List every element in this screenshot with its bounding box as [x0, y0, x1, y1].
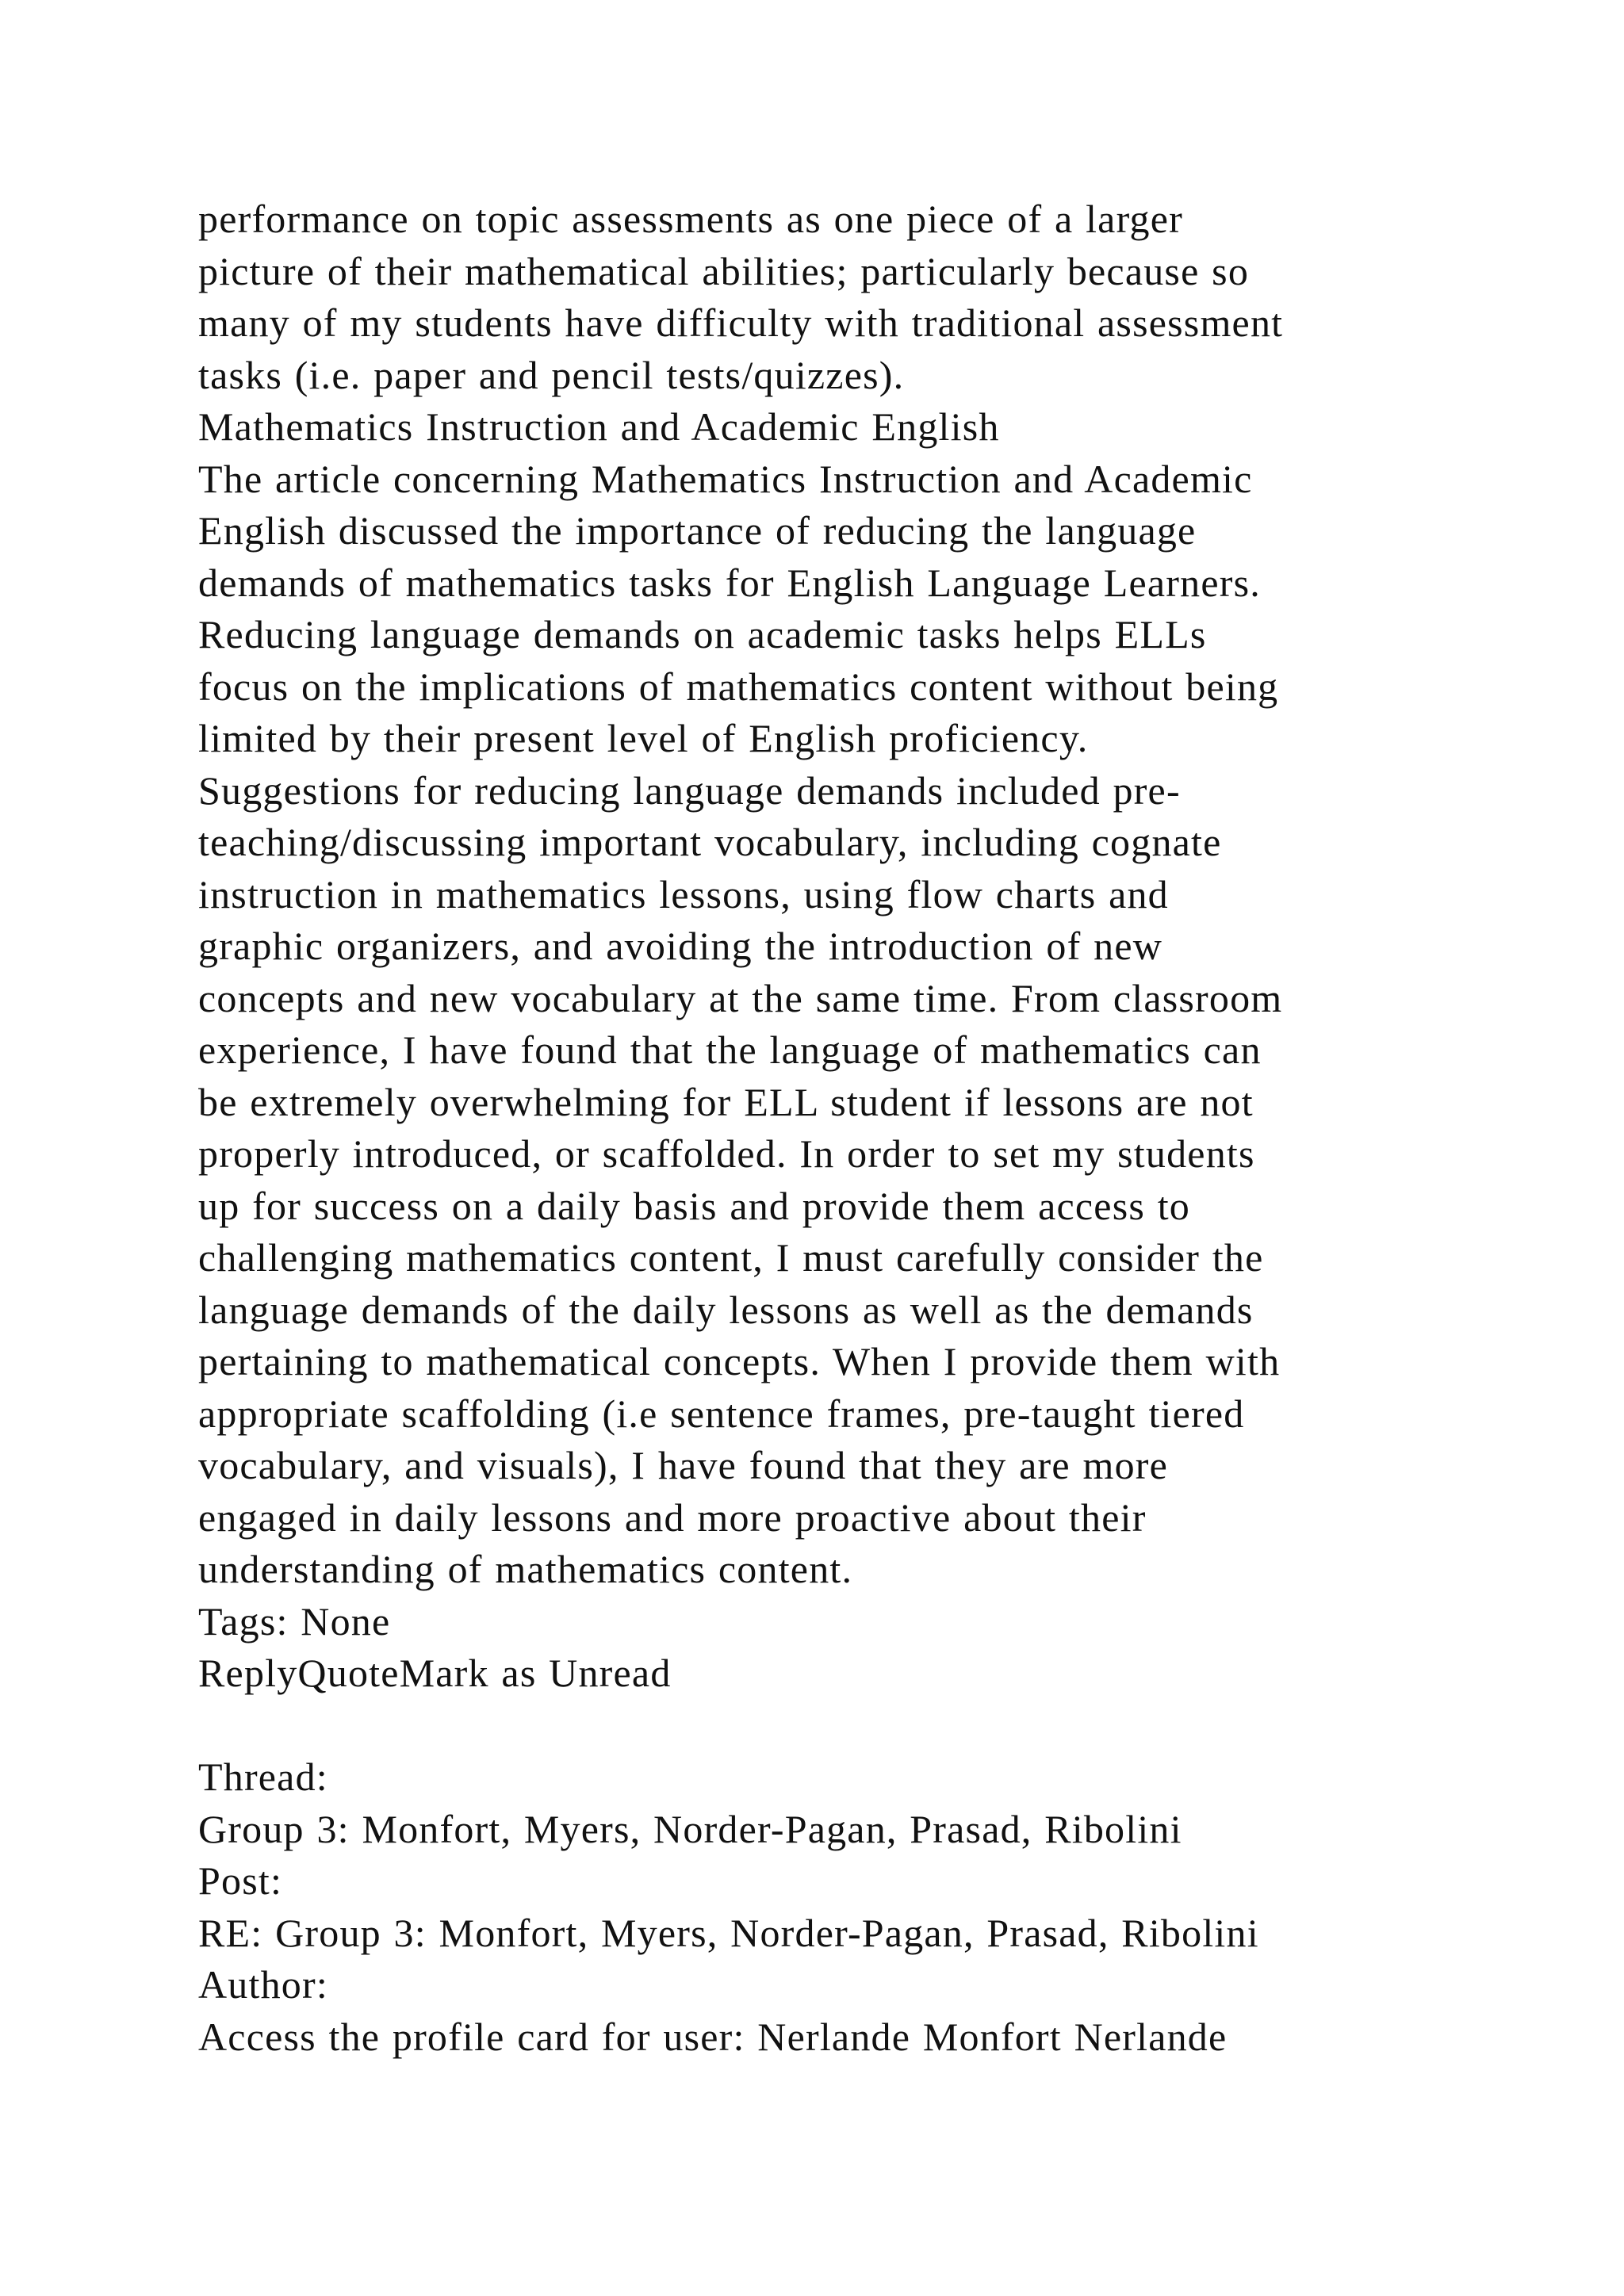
post-title: RE: Group 3: Monfort, Myers, Norder-Pagan, Prasad, Ribolini	[198, 1910, 1259, 1955]
document-page	[198, 193, 1507, 2063]
section-heading: Mathematics Instruction and Academic English	[198, 404, 1000, 449]
post-label: Post:	[198, 1858, 283, 1903]
text-line: teaching/discussing important vocabulary, including cognate	[198, 820, 1222, 864]
text-line: language demands of the daily lessons as well as the demands	[198, 1287, 1254, 1332]
post-actions-line[interactable]: ReplyQuoteMark as Unread	[198, 1651, 672, 1695]
text-line: limited by their present level of English proficiency.	[198, 716, 1089, 760]
text-line: properly introduced, or scaffolded. In order to set my students	[198, 1131, 1255, 1176]
text-line: performance on topic assessments as one piece of a larger	[198, 197, 1183, 241]
text-line: instruction in mathematics lessons, using flow charts and	[198, 871, 1169, 916]
text-line: experience, I have found that the language of mathematics can	[198, 1027, 1262, 1072]
text-line: The article concerning Mathematics Instruction and Academic	[198, 456, 1253, 501]
thread-title: Group 3: Monfort, Myers, Norder-Pagan, Prasad, Ribolini	[198, 1806, 1182, 1851]
text-line: pertaining to mathematical concepts. When I provide them with	[198, 1339, 1281, 1383]
text-line: picture of their mathematical abilities; particularly because so	[198, 248, 1250, 293]
author-profile-link[interactable]: Access the profile card for user: Nerlande Monfort Nerlande	[198, 2014, 1228, 2059]
text-line: challenging mathematics content, I must carefully consider the	[198, 1235, 1264, 1280]
text-line: demands of mathematics tasks for English Language Learners.	[198, 560, 1261, 605]
text-line: many of my students have difficulty with traditional assessment	[198, 300, 1284, 345]
text-line: vocabulary, and visuals), I have found that they are more	[198, 1443, 1169, 1487]
text-line: concepts and new vocabulary at the same time. From classroom	[198, 975, 1283, 1020]
text-line: Suggestions for reducing language demands included pre-	[198, 767, 1181, 813]
text-line: engaged in daily lessons and more proactive about their	[198, 1494, 1147, 1540]
text-line: English discussed the importance of reducing the language	[198, 508, 1197, 553]
text-line: understanding of mathematics content.	[198, 1547, 853, 1591]
blank-line	[198, 1700, 1507, 1752]
text-line: appropriate scaffolding (i.e sentence frames, pre-taught tiered	[198, 1391, 1245, 1436]
text-line: graphic organizers, and avoiding the introduction of new	[198, 924, 1163, 968]
tags-line: Tags: None	[198, 1598, 391, 1644]
text-line: focus on the implications of mathematics content without being	[198, 664, 1279, 709]
thread-label: Thread:	[198, 1755, 328, 1799]
text-line: up for success on a daily basis and provide them access to	[198, 1183, 1190, 1228]
text-line: tasks (i.e. paper and pencil tests/quizzes).	[198, 352, 905, 397]
text-line: Reducing language demands on academic tasks helps ELLs	[198, 612, 1207, 656]
paragraph-mathematics-instruction	[198, 453, 1507, 1596]
author-label: Author:	[198, 1962, 328, 2007]
text-line: be extremely overwhelming for ELL student if lessons are not	[198, 1079, 1254, 1124]
paragraph-assessment-performance	[198, 193, 1507, 401]
